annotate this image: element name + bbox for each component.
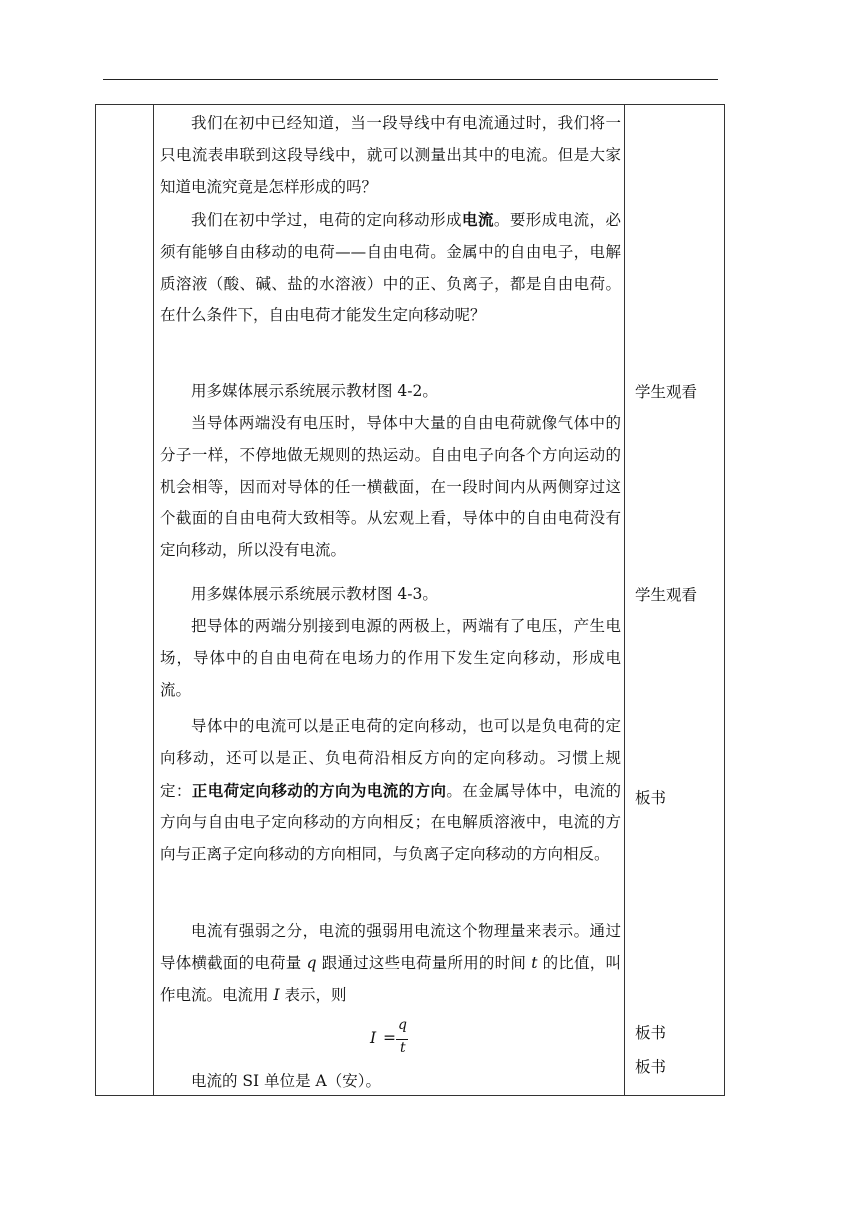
term-current: 电流 xyxy=(462,210,494,229)
paragraph-show-fig-4-3: 用多媒体展示系统展示教材图 4-3。 xyxy=(191,585,438,603)
note-student-watch-1: 学生观看 xyxy=(635,383,698,401)
formula-equals: = xyxy=(383,1029,396,1047)
current-formula xyxy=(370,1017,410,1060)
note-blackboard-1: 板书 xyxy=(635,789,667,807)
paragraph-show-fig-4-2: 用多媒体展示系统展示教材图 4-2。 xyxy=(191,382,438,400)
column-divider-left xyxy=(153,104,154,1096)
paragraph-with-voltage: 把导体的两端分别接到电源的两极上，两端有了电压，产生电场，导体中的自由电荷在电场力的作用下发生定向移动，形成电流。 xyxy=(160,617,621,699)
var-q: q xyxy=(306,953,317,972)
var-t: t xyxy=(531,953,538,972)
header-rule xyxy=(103,79,718,80)
paragraph-si-unit: 电流的 SI 单位是 A（安）。 xyxy=(191,1072,381,1090)
note-student-watch-2: 学生观看 xyxy=(635,586,698,604)
paragraph-current-magnitude: 电流有强弱之分，电流的强弱用电流这个物理量来表示。通过导体横截面的电荷量 q 跟通过这些电荷量所用的时间 t 的比值，叫作电流。电流用 I 表示，则 xyxy=(160,922,621,1004)
paragraph-current-definition: 我们在初中学过，电荷的定向移动形成电流。要形成电流，必须有能够自由移动的电荷——自由电荷。金属中的自由电子，电解质溶液（酸、碱、盐的水溶液）中的正、负离子，都是自由电荷。在什么条件下，自由电荷才能发生定向移动呢？ xyxy=(160,210,621,325)
rule-current-direction: 正电荷定向移动的方向为电流的方向 xyxy=(191,780,447,800)
paragraph-intro: 我们在初中已经知道，当一段导线中有电流通过时，我们将一只电流表串联到这段导线中，就可以测量出其中的电流。但是大家知道电流究竟是怎样形成的吗？ xyxy=(160,114,621,196)
formula-numerator: q xyxy=(398,1017,407,1033)
note-blackboard-3: 板书 xyxy=(635,1058,667,1076)
note-blackboard-2: 板书 xyxy=(635,1024,667,1042)
formula-denominator: t xyxy=(400,1040,406,1056)
formula-lhs: I xyxy=(370,1029,377,1047)
column-divider-right xyxy=(624,104,625,1096)
var-i: I xyxy=(273,985,280,1004)
paragraph-current-direction: 导体中的电流可以是正电荷的定向移动，也可以是负电荷的定向移动，还可以是正、负电荷沿相反方向的定向移动。习惯上规定：正电荷定向移动的方向为电流的方向。在金属导体中，电流的方向与自由电子定向移动的方向相反；在电解质溶液中，电流的方向与正离子定向移动的方向相同，与负离子定向移动的方向相反。 xyxy=(160,717,621,864)
paragraph-no-voltage: 当导体两端没有电压时，导体中大量的自由电荷就像气体中的分子一样，不停地做无规则的热运动。自由电子向各个方向运动的机会相等，因而对导体的任一横截面，在一段时间内从两侧穿过这个截面的自由电荷大致相等。从宏观上看，导体中的自由电荷没有定向移动，所以没有电流。 xyxy=(160,414,621,560)
